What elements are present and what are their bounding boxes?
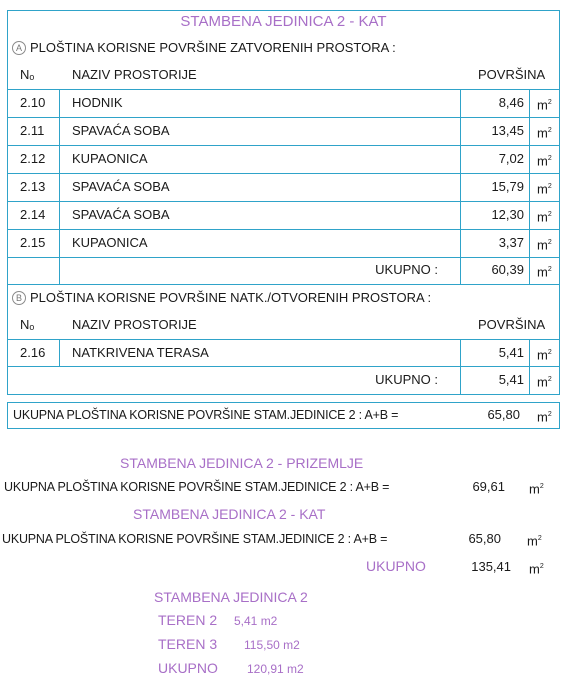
- section-b-total-unit: $m^2$: [537, 374, 552, 390]
- kat-total-label: UKUPNA PLOŠTINA KORISNE POVRŠINE STAM.JEDINICE 2 : A+B =: [2, 532, 388, 546]
- section-b-total-value: 5,41: [498, 372, 524, 387]
- col-header-name: NAZIV PROSTORIJE: [72, 317, 197, 332]
- teren-label: TEREN 2: [158, 612, 218, 628]
- row-name: HODNIK: [72, 95, 123, 110]
- row-unit: $m^2$: [537, 181, 552, 197]
- row-name: SPAVAĆA SOBA: [72, 179, 170, 194]
- grand-total-unit: $m^2$: [537, 409, 552, 425]
- row-unit: $m^2$: [537, 237, 552, 253]
- col-header-no: Nₒ: [20, 317, 35, 332]
- col-header-name: NAZIV PROSTORIJE: [72, 67, 197, 82]
- section-b-total-label: UKUPNO :: [375, 372, 438, 387]
- col-header-area: POVRŠINA: [478, 67, 546, 82]
- section-a-heading: A PLOŠTINA KORISNE POVRŠINE ZATVORENIH PROSTORA :: [12, 40, 396, 56]
- kat-title: STAMBENA JEDINICA 2 - KAT: [133, 506, 326, 522]
- row-area: 13,45: [491, 123, 524, 138]
- prizemlje-total-label: UKUPNA PLOŠTINA KORISNE POVRŠINE STAM.JEDINICE 2 : A+B =: [4, 480, 390, 494]
- row-unit: $m^2$: [537, 347, 552, 363]
- circle-a-marker: A: [12, 41, 26, 55]
- section-a-total-unit: $m^2$: [537, 264, 552, 280]
- row-name: SPAVAĆA SOBA: [72, 123, 170, 138]
- col-header-area: POVRŠINA: [478, 317, 546, 332]
- kat-total-value: 65,80: [468, 531, 501, 546]
- summary-total-value: 135,41: [471, 559, 511, 574]
- row-number: 2.10: [20, 95, 46, 110]
- grand-total-label: UKUPNA PLOŠTINA KORISNE POVRŠINE STAM.JEDINICE 2 : A+B =: [13, 408, 399, 422]
- row-area: 5,41: [498, 345, 524, 360]
- summary-total-unit: $m^2$: [529, 561, 544, 577]
- row-name: SPAVAĆA SOBA: [72, 207, 170, 222]
- teren-label: UKUPNO: [158, 660, 218, 676]
- row-name: KUPAONICA: [72, 151, 148, 166]
- row-number: 2.11: [20, 123, 45, 138]
- teren-label: TEREN 3: [158, 636, 218, 652]
- section-a-total-label: UKUPNO :: [375, 262, 438, 277]
- row-number: 2.13: [20, 179, 46, 194]
- row-number: 2.14: [20, 207, 46, 222]
- row-name: NATKRIVENA TERASA: [72, 345, 209, 360]
- row-number: 2.16: [20, 345, 46, 360]
- row-area: 8,46: [498, 95, 524, 110]
- kat-total-unit: $m^2$: [527, 533, 542, 549]
- section-b-heading: B PLOŠTINA KORISNE POVRŠINE NATK./OTVORENIH PROSTORA :: [12, 290, 431, 306]
- row-unit: $m^2$: [537, 209, 552, 225]
- col-header-no: Nₒ: [20, 67, 35, 82]
- row-area: 7,02: [498, 151, 524, 166]
- circle-b-marker: B: [12, 291, 26, 305]
- row-unit: $m^2$: [537, 153, 552, 169]
- summary-total-label: UKUPNO: [366, 558, 426, 574]
- row-number: 2.12: [20, 151, 46, 166]
- row-area: 12,30: [491, 207, 524, 222]
- row-area: 3,37: [498, 235, 524, 250]
- row-area: 15,79: [491, 179, 524, 194]
- grand-total-value: 65,80: [487, 407, 520, 422]
- prizemlje-title: STAMBENA JEDINICA 2 - PRIZEMLJE: [120, 455, 364, 471]
- row-name: KUPAONICA: [72, 235, 148, 250]
- teren-value: 120,91 m2: [247, 662, 304, 676]
- row-unit: $m^2$: [537, 97, 552, 113]
- teren-value: 115,50 m2: [244, 638, 300, 652]
- row-unit: $m^2$: [537, 125, 552, 141]
- teren-value: 5,41 m2: [234, 614, 278, 628]
- section-a-total-value: 60,39: [491, 262, 524, 277]
- teren-title: STAMBENA JEDINICA 2: [154, 589, 308, 605]
- prizemlje-total-value: 69,61: [472, 479, 505, 494]
- row-number: 2.15: [20, 235, 46, 250]
- unit-title: STAMBENA JEDINICA 2 - KAT: [180, 13, 387, 30]
- prizemlje-total-unit: $m^2$: [529, 481, 544, 497]
